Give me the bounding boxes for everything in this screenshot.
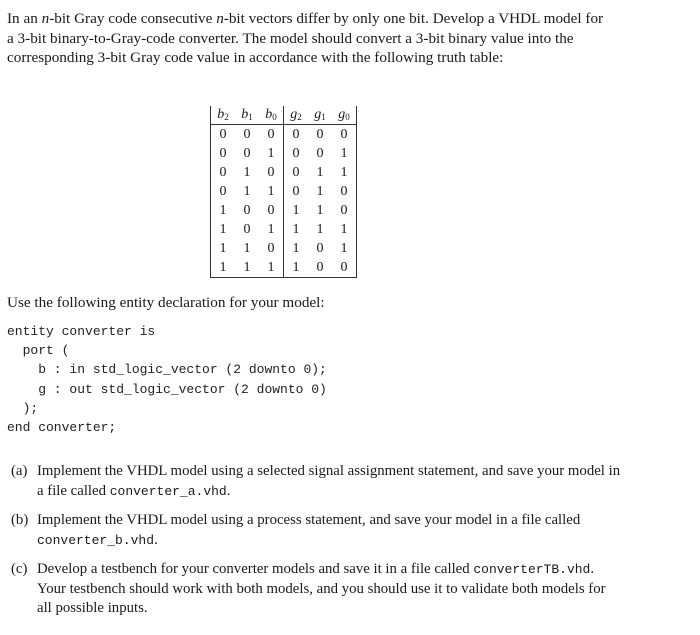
- header-g1: $g_1$: [308, 106, 332, 125]
- table-cell: 1: [316, 183, 324, 199]
- table-cell: 0: [332, 201, 357, 220]
- task-label: (c): [11, 561, 28, 577]
- table-cell: 1: [332, 239, 357, 258]
- table-cell: 1: [259, 258, 284, 278]
- table-cell: 0: [211, 144, 236, 163]
- task-label: (a): [11, 463, 28, 479]
- table-row: [211, 258, 357, 278]
- table-cell: 1: [292, 202, 300, 218]
- table-cell: 0: [316, 259, 324, 275]
- table-cell: 1: [332, 220, 357, 239]
- header-g0: $g_0$: [332, 106, 357, 125]
- table-cell: 0: [332, 182, 357, 201]
- table-cell: 0: [243, 202, 251, 218]
- table-cell: 1: [259, 220, 284, 239]
- table-cell: 0: [316, 240, 324, 256]
- table-cell: 1: [332, 144, 357, 163]
- code-line: g : out std_logic_vector (2 downto 0): [7, 381, 327, 397]
- header-g2: $g_2$: [284, 106, 309, 125]
- code-line: b : in std_logic_vector (2 downto 0);: [7, 362, 327, 378]
- intro-text-1: In an: [7, 10, 42, 27]
- table-cell: 0: [332, 125, 357, 145]
- header-b0: $b_0$: [259, 106, 284, 125]
- table-cell: 0: [211, 182, 236, 201]
- table-row: [211, 125, 357, 145]
- table-cell: 1: [211, 258, 236, 278]
- intro-text-3: -bit vectors differ by only one bit. Develop a VHDL model for a 3-bit binary-to-Gray-code converter. The model should convert a 3-bit binary value into the corresponding 3-bit Gray code value in accordance with the following truth table:: [7, 10, 604, 66]
- table-cell: 0: [292, 183, 300, 199]
- table-cell: 0: [243, 145, 251, 161]
- table-cell: 0: [259, 201, 284, 220]
- table-cell: 1: [211, 239, 236, 258]
- truth-table-body: [211, 125, 357, 278]
- table-cell: 1: [211, 220, 236, 239]
- table-cell: 0: [316, 126, 324, 142]
- table-cell: 1: [243, 164, 251, 180]
- task-item-c: (c) Develop a testbench for your converter models and save it in a file called converterTB.vhd. Your testbench should work with both models, and you should use it to validate both models for all possible inputs.: [11, 561, 606, 616]
- table-cell: 1: [292, 221, 300, 237]
- intro-n-2: n: [216, 10, 224, 27]
- table-cell: 1: [243, 259, 251, 275]
- table-cell: 0: [292, 145, 300, 161]
- code-line: port (: [7, 343, 70, 359]
- table-cell: 0: [292, 126, 300, 142]
- table-cell: 0: [259, 125, 284, 145]
- table-cell: 0: [211, 125, 236, 145]
- table-cell: 0: [259, 239, 284, 258]
- task-item-a: (a) Implement the VHDL model using a selected signal assignment statement, and save your model in a file called converter_a.vhd.: [11, 463, 621, 499]
- table-cell: 1: [292, 240, 300, 256]
- table-row: [211, 220, 357, 239]
- table-row: [211, 201, 357, 220]
- code-line: end converter;: [7, 420, 117, 436]
- table-cell: 0: [243, 126, 251, 142]
- code-line: entity converter is: [7, 324, 156, 339]
- task-label: (b): [11, 512, 29, 528]
- table-cell: 0: [211, 163, 236, 182]
- task-list: [11, 462, 621, 629]
- table-cell: 1: [259, 144, 284, 163]
- table-row: [211, 182, 357, 201]
- header-b1: $b_1$: [235, 106, 259, 125]
- table-cell: 0: [316, 145, 324, 161]
- intro-paragraph: [7, 9, 607, 68]
- table-cell: 1: [316, 221, 324, 237]
- table-row: [211, 239, 357, 258]
- truth-table-header: [211, 106, 357, 125]
- table-cell: 0: [292, 164, 300, 180]
- table-row: [211, 144, 357, 163]
- table-cell: 1: [243, 183, 251, 199]
- file-name: converterTB.vhd: [473, 562, 591, 577]
- file-name: converter_a.vhd: [109, 483, 227, 499]
- table-cell: 1: [316, 164, 324, 180]
- table-cell: 1: [211, 201, 236, 220]
- intro-text-2: -bit Gray code consecutive: [49, 10, 217, 27]
- table-row: [211, 163, 357, 182]
- intro-n-1: n: [41, 10, 50, 27]
- entity-intro-text: Use the following entity declaration for your model:: [7, 294, 325, 311]
- table-cell: 1: [292, 259, 300, 275]
- header-b2: $b_2$: [211, 106, 236, 125]
- file-name: converter_b.vhd: [37, 532, 155, 548]
- table-cell: 1: [243, 240, 251, 256]
- table-cell: 1: [259, 182, 284, 201]
- truth-table: [210, 106, 357, 278]
- table-cell: 0: [243, 221, 251, 237]
- table-cell: 1: [316, 202, 324, 218]
- table-cell: 0: [259, 163, 284, 182]
- task-item-b: (b) Implement the VHDL model using a process statement, and save your model in a file called converter_b.vhd.: [11, 512, 581, 548]
- entity-code-block: [7, 322, 327, 437]
- table-cell: 1: [332, 163, 357, 182]
- code-line: );: [7, 400, 39, 416]
- table-cell: 0: [332, 258, 357, 278]
